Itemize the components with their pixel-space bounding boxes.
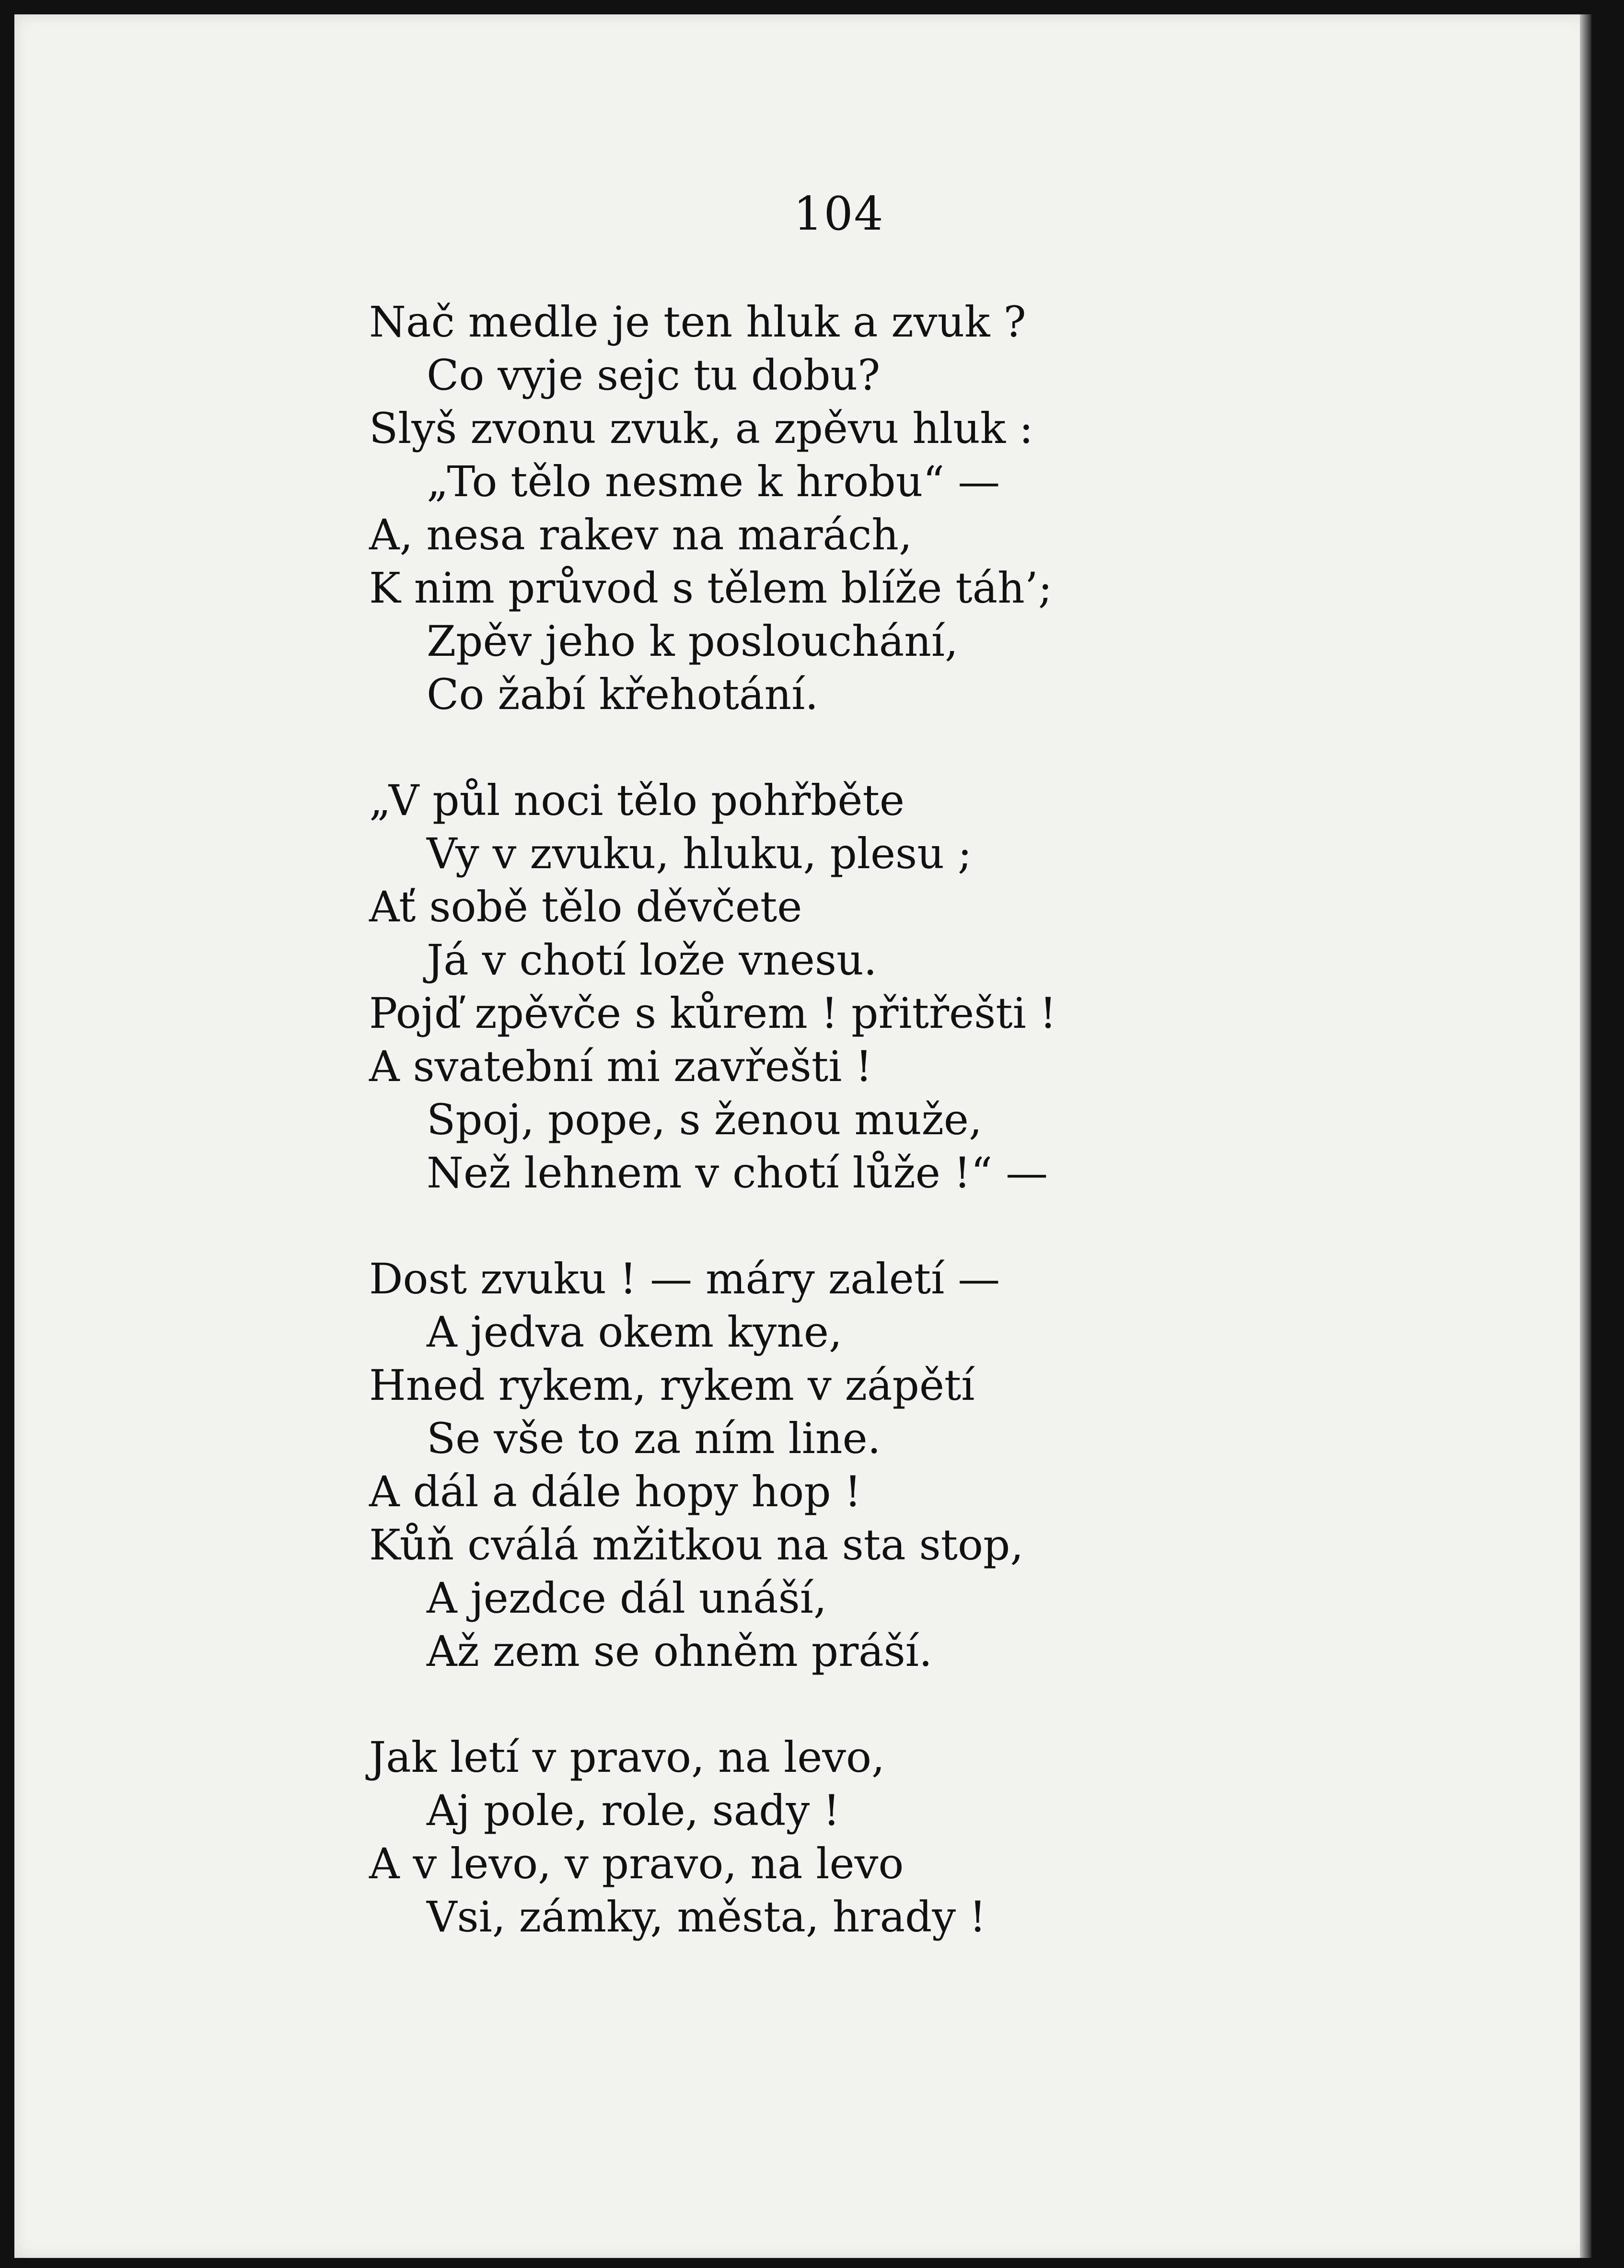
- poem-line: A jedva okem kyne,: [427, 1307, 842, 1357]
- book-page: [14, 14, 1591, 2258]
- poem-line: „To tělo nesme k hrobu“ —: [427, 457, 1000, 506]
- poem-line: Nač medle je ten hluk a zvuk ?: [369, 297, 1026, 347]
- poem-line: A, nesa rakev na marách,: [369, 510, 912, 559]
- poem-line: Hned rykem, rykem v zápětí: [369, 1361, 975, 1410]
- poem-line: Já v chotí lože vnesu.: [427, 935, 877, 985]
- poem-line: Pojď zpěvče s kůrem ! přitřešti !: [369, 989, 1057, 1038]
- poem-line: Vy v zvuku, hluku, plesu ;: [427, 829, 972, 878]
- page-number: 104: [793, 187, 884, 241]
- poem-line: Zpěv jeho k poslouchání,: [427, 616, 959, 666]
- poem-line: Slyš zvonu zvuk, a zpěvu hluk :: [369, 404, 1033, 453]
- poem-line: A jezdce dál unáší,: [427, 1573, 827, 1623]
- stanza: [369, 295, 1328, 721]
- poem-body: [369, 295, 1328, 1943]
- poem-line: Kůň cválá mžitkou na sta stop,: [369, 1520, 1024, 1570]
- stanza: [369, 1252, 1328, 1678]
- poem-line: A v levo, v pravo, na levo: [369, 1839, 904, 1888]
- poem-line: A svatební mi zavřešti !: [369, 1042, 872, 1091]
- poem-line: Ať sobě tělo děvčete: [369, 882, 802, 931]
- poem-line: Co žabí křehotání.: [427, 670, 819, 719]
- page-edge-shadow: [1580, 14, 1591, 2258]
- poem-line: A dál a dále hopy hop !: [369, 1467, 861, 1516]
- stanza: [369, 774, 1328, 1199]
- poem-line: Spoj, pope, s ženou muže,: [427, 1095, 982, 1144]
- poem-line: Než lehnem v chotí lůže !“ —: [427, 1148, 1048, 1198]
- poem-line: Vsi, zámky, města, hrady !: [427, 1892, 986, 1942]
- poem-line: K nim průvod s tělem blíže táh’;: [369, 563, 1053, 613]
- poem-line: Aj pole, role, sady !: [427, 1786, 840, 1835]
- poem-line: Jak letí v pravo, na levo,: [369, 1733, 885, 1782]
- poem-line: „V půl noci tělo pohřběte: [369, 776, 905, 825]
- stanza: [369, 1731, 1328, 1943]
- poem-line: Se vše to za ním line.: [427, 1414, 881, 1463]
- poem-line: Až zem se ohněm práší.: [427, 1627, 932, 1676]
- poem-line: Co vyje sejc tu dobu?: [427, 350, 881, 400]
- poem-line: Dost zvuku ! — máry zaletí —: [369, 1254, 1000, 1303]
